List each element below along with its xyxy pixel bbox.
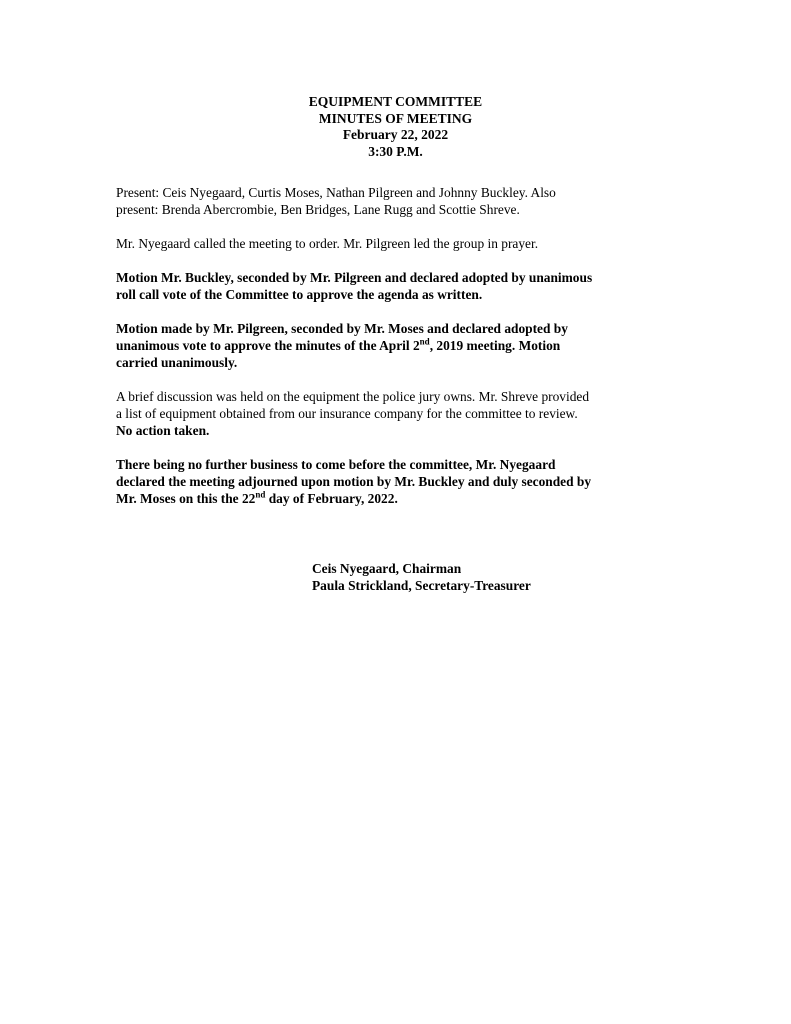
ordinal-suffix: nd (419, 336, 430, 347)
adjournment-line-3 (116, 490, 678, 507)
signature-block (312, 560, 531, 594)
adjournment-line-1: There being no further business to come before the committee, Mr. Nyegaard (116, 457, 556, 472)
meeting-date: February 22, 2022 (342, 127, 449, 142)
chairman-signature: Ceis Nyegaard, Chairman (312, 561, 462, 576)
discussion-line-2: a list of equipment obtained from our insurance company for the committee to review. (116, 406, 578, 421)
attendance-line-2: present: Brenda Abercrombie, Ben Bridges, Lane Rugg and Scottie Shreve. (116, 202, 520, 217)
ordinal-suffix: nd (255, 489, 266, 500)
minutes-motion-line-3: carried unanimously. (116, 355, 238, 370)
discussion-paragraph (116, 388, 678, 439)
agenda-motion-line-2: roll call vote of the Committee to approve the agenda as written. (116, 287, 483, 302)
discussion-line-1: A brief discussion was held on the equipment the police jury owns. Mr. Shreve provided (116, 389, 590, 404)
discussion-line-3: No action taken. (116, 423, 210, 438)
agenda-motion-line-1: Motion Mr. Buckley, seconded by Mr. Pilgreen and declared adopted by unanimous (116, 270, 593, 285)
minutes-motion-line-2 (116, 337, 678, 354)
document-type: MINUTES OF MEETING (318, 110, 473, 126)
secretary-signature: Paula Strickland, Secretary-Treasurer (312, 578, 531, 593)
attendance-line-1: Present: Ceis Nyegaard, Curtis Moses, Nathan Pilgreen and Johnny Buckley. Also (116, 185, 556, 200)
committee-title: EQUIPMENT COMMITTEE (308, 94, 483, 109)
minutes-motion-text-before: unanimous vote to approve the minutes of the April 2 (116, 338, 420, 353)
minutes-motion-paragraph (116, 320, 678, 371)
adjournment-text-after: day of February, 2022. (265, 491, 398, 506)
minutes-motion-line-1: Motion made by Mr. Pilgreen, seconded by Mr. Moses and declared adopted by (116, 321, 568, 336)
minutes-motion-text-after: , 2019 meeting. Motion (429, 338, 561, 353)
adjournment-text-before: Mr. Moses on this the 22 (116, 491, 256, 506)
call-to-order-paragraph (116, 235, 678, 252)
document-header (0, 94, 791, 160)
adjournment-paragraph (116, 456, 678, 507)
adjournment-line-2: declared the meeting adjourned upon motion by Mr. Buckley and duly seconded by (116, 474, 592, 489)
meeting-time: 3:30 P.M. (368, 143, 423, 159)
call-to-order-line: Mr. Nyegaard called the meeting to order. Mr. Pilgreen led the group in prayer. (116, 236, 539, 251)
minutes-body (116, 184, 678, 524)
attendance-paragraph (116, 184, 678, 218)
agenda-motion-paragraph (116, 269, 678, 303)
